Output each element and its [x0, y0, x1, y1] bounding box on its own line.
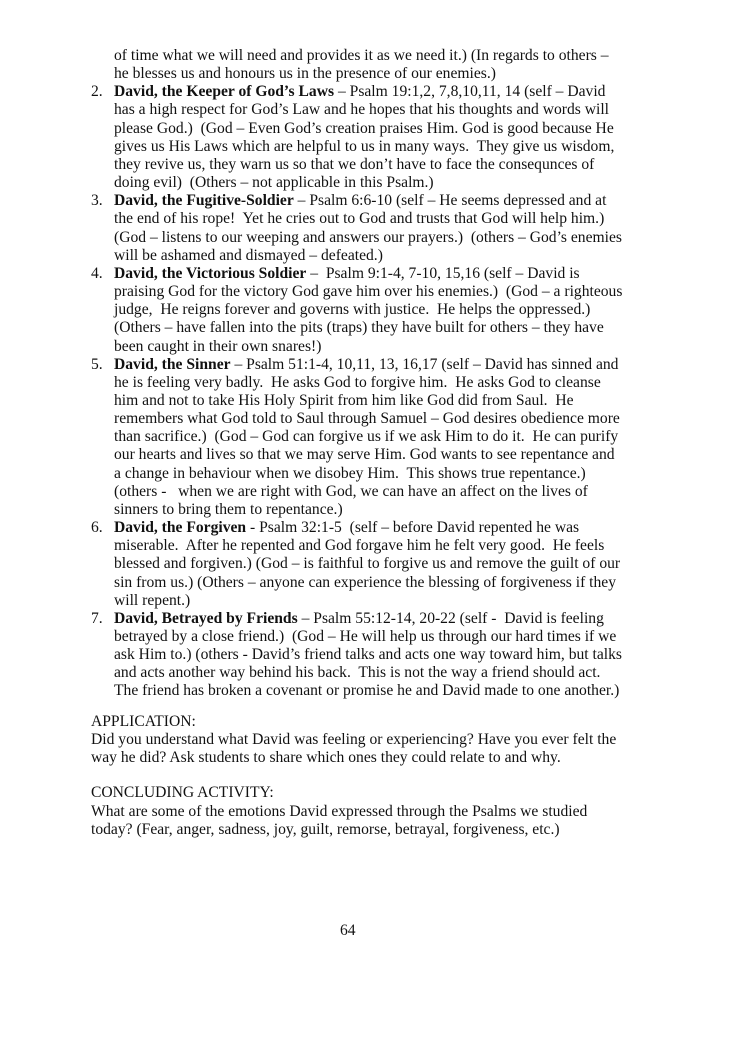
continuation-line: of time what we will need and provides it as we need it.) (In regards to others –: [114, 47, 609, 64]
list-item-line: [91, 519, 622, 537]
item-number: 6.: [91, 519, 103, 537]
list-item-line: blessed and forgiven.) (God – is faithful to forgive us and remove the guilt of our: [114, 555, 621, 573]
item-text: – Psalm 6:6-10 (self – He seems depressed and at: [293, 192, 607, 210]
item-title: David, the Sinner: [114, 355, 231, 373]
list-item-line: [91, 610, 622, 628]
list-item-line: been caught in their own snares!): [114, 337, 322, 355]
list-item-line: our hearts and lives so that we may serve Him. God wants to see repentance and: [114, 446, 615, 464]
item-title: David, Betrayed by Friends: [114, 609, 298, 627]
list-item-line: remembers what God told to Saul through Samuel – God desires obedience more: [114, 410, 620, 428]
continuation-line: he blesses us and honours us in the presence of our enemies.): [114, 65, 496, 83]
list-item-line: (Others – have fallen into the pits (traps) they have built for others – they have: [114, 319, 604, 337]
list-item-line: they revive us, they warn us so that we don’t have to face the consequnces of: [114, 155, 595, 173]
list-item: [91, 83, 622, 192]
list-item-line: gives us His Laws which are helpful to us in many ways. They give us wisdom,: [114, 137, 615, 155]
list-item: [91, 265, 622, 356]
closing-sections: [91, 713, 616, 839]
concluding-text: What are some of the emotions David expressed through the Psalms we studied: [91, 802, 588, 820]
list-item-line: has a high respect for God’s Law and he hopes that his thoughts and words will: [114, 101, 610, 119]
item-number: 7.: [91, 609, 103, 627]
item-title: David, the Fugitive-Soldier: [114, 192, 294, 210]
application-text: Did you understand what David was feeling or experiencing? Have you ever felt the: [91, 731, 617, 749]
item-text: – Psalm 19:1,2, 7,8,10,11, 14 (self – David: [334, 83, 606, 101]
list-item-line: doing evil) (Others – not applicable in this Psalm.): [114, 174, 434, 192]
item-text: – Psalm 55:12-14, 20-22 (self - David is feeling: [297, 609, 604, 627]
list-item-line: [91, 356, 622, 374]
list-item-line: him and not to take His Holy Spirit from him like God did from Saul. He: [114, 391, 574, 409]
list-item-line: sin from us.) (Others – anyone can experience the blessing of forgiveness if they: [114, 573, 617, 591]
page-number: 64: [340, 922, 356, 939]
list-item-line: [91, 192, 622, 210]
application-heading: APPLICATION:: [91, 713, 196, 730]
item-title: David, the Victorious Soldier: [114, 264, 307, 282]
list-item-line: The friend has broken a covenant or promise he and David made to one another.): [114, 682, 620, 700]
item-number: 2.: [91, 83, 103, 101]
list-item: [91, 356, 622, 519]
list-item: [91, 192, 622, 265]
list-item-line: judge, He reigns forever and governs with justice. He helps the oppressed.): [114, 301, 591, 319]
item-title: David, the Keeper of God’s Laws: [114, 83, 335, 101]
list-item-line: and acts another way behind his back. This is not the way a friend should act.: [114, 664, 601, 682]
list-item-line: betrayed by a close friend.) (God – He will help us through our hard times if we: [114, 628, 617, 645]
lesson-list: [91, 47, 622, 701]
item-text: – Psalm 51:1-4, 10,11, 13, 16,17 (self – David has sinned and: [230, 355, 619, 373]
item-text: - Psalm 32:1-5 (self – before David repented he was: [246, 519, 580, 537]
item-number: 3.: [91, 192, 103, 210]
list-item-line: than sacrifice.) (God – God can forgive us if we ask Him to do it. He can purify: [114, 428, 619, 446]
list-item-line: (others - when we are right with God, we can have an affect on the lives of: [114, 482, 588, 500]
item-number: 5.: [91, 355, 103, 373]
list-item-line: will repent.): [114, 591, 191, 609]
list-item-line: sinners to bring them to repentance.): [114, 500, 343, 518]
concluding-heading: CONCLUDING ACTIVITY:: [91, 784, 274, 802]
list-item-line: he is feeling very badly. He asks God to forgive him. He asks God to cleanse: [114, 373, 601, 391]
list-item: [91, 519, 622, 610]
application-text: way he did? Ask students to share which ones they could relate to and why.: [91, 749, 561, 767]
concluding-text: today? (Fear, anger, sadness, joy, guilt, remorse, betrayal, forgiveness, etc.): [91, 820, 560, 838]
list-item-line: praising God for the victory God gave him over his enemies.) (God – a righteous: [114, 283, 623, 301]
list-item-line: please God.) (God – Even God’s creation praises Him. God is good because He: [114, 119, 614, 137]
item-number: 4.: [91, 264, 103, 282]
list-item-line: ask Him to.) (others - David’s friend talks and acts one way toward him, but talks: [114, 646, 622, 664]
list-item-line: a change in behaviour when we disobey Him. This shows true repentance.): [114, 464, 586, 482]
item-title: David, the Forgiven: [114, 519, 247, 537]
list-item-line: miserable. After he repented and God forgave him he felt very good. He feels: [114, 537, 605, 555]
list-item-line: [91, 265, 622, 283]
list-item: [91, 610, 622, 701]
item-text: – Psalm 9:1-4, 7-10, 15,16 (self – David is: [306, 264, 580, 282]
list-item-line: will be ashamed and dismayed – defeated.): [114, 246, 383, 264]
list-item-line: (God – listens to our weeping and answers our prayers.) (others – God’s enemies: [114, 228, 622, 246]
list-item-line: the end of his rope! Yet he cries out to God and trusts that God will help him.): [114, 210, 605, 228]
list-item-line: [91, 83, 622, 101]
